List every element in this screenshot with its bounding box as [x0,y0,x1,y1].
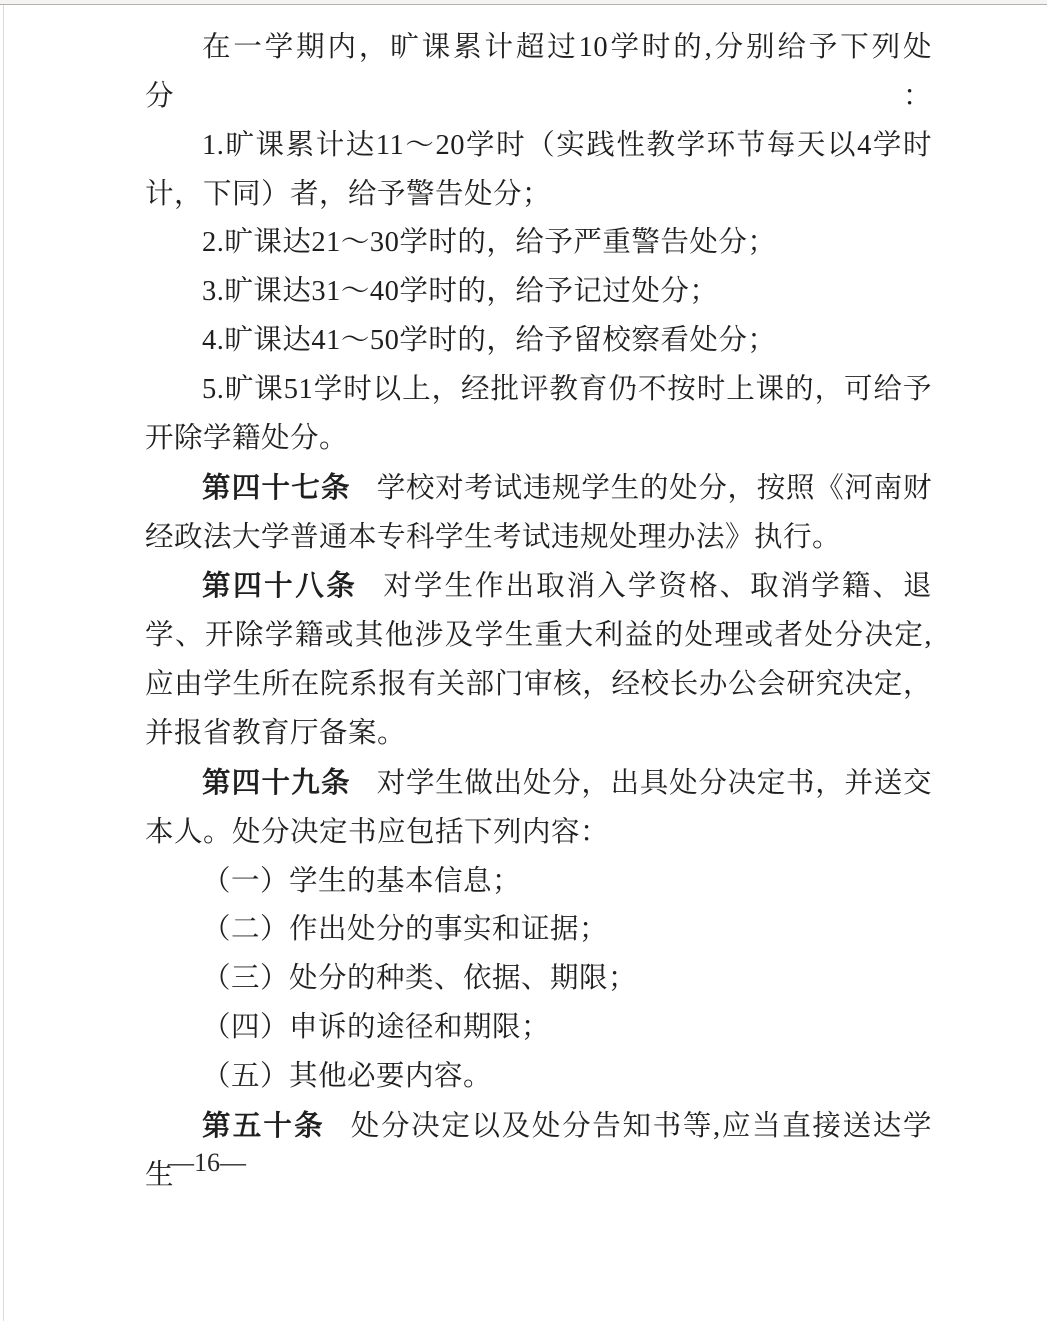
paragraph-item-1 [145,858,932,907]
paragraph-item-4 [145,1004,932,1053]
paragraph-text: 2.旷课达21～30学时的，给予严重警告处分； [202,227,777,259]
paragraph-text: 5.旷课51学时以上，经批评教育仍不按时上课的，可给予开除学籍处分。 [145,374,932,454]
article-number: 第四十九条 [202,766,351,799]
paragraph-text: （三）处分的种类、依据、期限； [202,963,638,995]
paragraph-text: 在一学期内，旷课累计超过10学时的,分别给予下列处分： [145,32,932,112]
paragraph-text: （五）其他必要内容。 [202,1061,493,1093]
page-left-edge [3,5,4,1321]
page-top-edge [0,0,1047,5]
paragraph-article-48 [145,562,932,758]
paragraph-clause-3 [145,268,932,317]
paragraph-text: （一）学生的基本信息； [202,865,522,897]
article-number: 第五十条 [202,1109,325,1142]
paragraph-clause-2 [145,219,932,268]
paragraph-clause-5 [145,366,932,464]
paragraph-text: 学校对考试违规学生的处分，按照《河南财经政法大学普通本专科学生考试违规处理办法》执行。 [145,472,932,553]
paragraph-text: 对学生作出取消入学资格、取消学籍、退学、开除学籍或其他涉及学生重大利益的处理或者处分决定,应由学生所在院系报有关部门审核，经校长办公会研究决定，并报省教育厅备案。 [145,571,932,750]
paragraph-text: 3.旷课达31～40学时的，给予记过处分； [202,276,719,308]
document-body [145,24,932,1201]
paragraph-article-50 [145,1102,932,1201]
paragraph-clause-4 [145,317,932,366]
paragraph-item-5 [145,1053,932,1102]
paragraph-article-47 [145,464,932,563]
paragraph-text: （四）申诉的途径和期限； [202,1012,551,1044]
paragraph-text: 1.旷课累计达11～20学时（实践性教学环节每天以4学时计，下同）者，给予警告处分； [145,129,932,210]
paragraph-text: 对学生做出处分，出具处分决定书，并送交本人。处分决定书应包括下列内容： [145,767,932,848]
paragraph-text: 处分决定以及处分告知书等,应当直接送达学生 [145,1110,932,1191]
article-number: 第四十七条 [202,471,351,504]
page-number: —16— [168,1148,246,1177]
paragraph-item-2 [145,906,932,955]
paragraph-text: 4.旷课达41～50学时的，给予留校察看处分； [202,325,777,357]
paragraph-text: （二）作出处分的事实和证据； [202,914,609,946]
paragraph-article-49 [145,759,932,858]
paragraph-item-3 [145,955,932,1004]
article-number: 第四十八条 [202,570,358,603]
paragraph-clause-1 [145,122,932,220]
paragraph [145,24,932,122]
